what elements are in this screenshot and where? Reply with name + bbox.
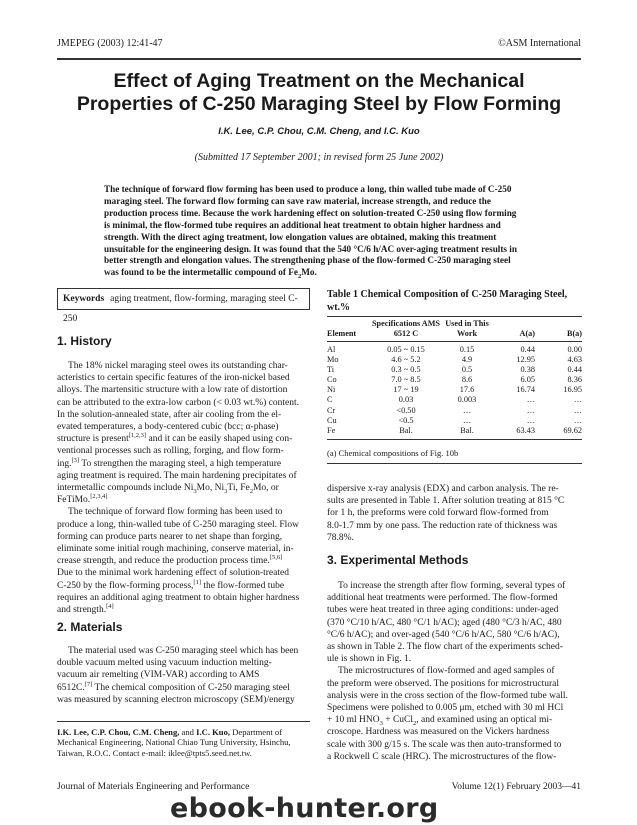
watermark: ebook-hunter.org xyxy=(170,793,439,824)
table-row: Al 0.05 ~ 0.15 0.15 0.44 0.00 xyxy=(327,345,582,354)
keywords-text: aging treatment, flow-forming, maraging steel C-250 xyxy=(63,294,298,324)
history-text: The 18% nickel maraging steel owes its outstanding char- acteristics to certain specific features of the iron-nickel based alloys. The martensitic structure with a low rate of distortion can be attributed to the extra-low carbon (< 0.03 wt.%) content. In the solution-annealed state, after air cooling from the el- evated temperatures, a body-centered cubic (bcc; α-phase) structure is present[1,2,3] and it can be easily shaped using con- ventional processes such as rolling, forging, and flow form- ing.[3] To strengthen the maraging steel, a high temperature aging treatment is required. The main hardening precipitates of intermetallic compounds include $Ni_3Mo$, $Ni_3Ti$, $Fe_2Mo$, or FeTiMo.[2,3,4] The technique of forward flow forming has been used to produce a long, thin-walled tube of C-250 maraging steel. Flow forming can produce parts nearer to net shape than forging, eliminate some initial rough machining, conserve material, in- crease strength, and reduce the production process time.[5,6] Due to the minimal work hardening effect of solution-treated C-250 by the flow-forming process,[1] the flow-formed tube requires an additional aging treatment to obtain higher hardness and strength.[4] xyxy=(57,361,300,616)
keywords-label: Keywords xyxy=(63,294,105,304)
section-heading-methods: 3. Experimental Methods xyxy=(327,553,469,567)
table-title: Table 1 Chemical Composition of C-250 Maraging Steel, wt.% xyxy=(327,289,568,313)
submission-dates: (Submitted 17 September 2001; in revised form 25 June 2002) xyxy=(194,152,444,163)
methods-text: To increase the strength after flow forming, several types of additional heat treatments were performed. The flow-formed tubes were heat treated in three aging conditions: under-aged (370 °C/10 h/AC, 480 °C/1 h/AC); aged (480 °C/3 h/AC, 480 °C/6 h/AC); and over-aged (540 °C/6 h/AC, 580 °C/6 h/AC), as shown in Table 2. The flow chart of the experiments sched- ule is shown in Fig. 1. The microstructures of flow-formed and aged samples of the preform were observed. The positions for microstructural analysis were in the cross section of the flow-formed tube wall. Specimens were polished to 0.005 μm, etched with 30 ml HCl + 10 ml $HNO_3$ + CuCl$_2$, and examined using an optical mi- croscope. Hardness was measured on the Vickers hardness scale with 300 g/15 s. The scale was then auto-transformed to a Rockwell C scale (HRC). The microstructures of the flow- xyxy=(327,581,568,762)
table-row: Ti 0.3 ~ 0.5 0.5 0.38 0.44 xyxy=(327,365,582,375)
table-end-rule xyxy=(327,463,582,464)
abstract: The technique of forward flow forming has been used to produce a long, thin walled tube made of C-250 maraging steel. The forward flow forming can save raw material, increase strength, and reduce the production process time. Because the work hardening effect on solution-treated C-250 using flow forming is minimal, the flow-formed tube requires an additional heat treatment to obtain higher hardness and strength. With the direct aging treatment, low elongation values are obtained, making this treatment unsuitable for the engineering design. It was found that the 540 °C/6 h/AC over-aging treatment results in better strength and elongation values. The strengthening phase of the flow-formed C-250 maraging steel was found to be the intermetallic compound of $Fe_2Mo$. xyxy=(104,184,517,281)
footer-journal: Journal of Materials Engineering and Performance xyxy=(57,782,250,792)
table-row: Ni 17 ~ 19 17.6 16.74 16.95 xyxy=(327,385,582,395)
materials-continued-text: dispersive x-ray analysis (EDX) and carbon analysis. The re- sults are presented in Table 1. After solution treating at 815 °C for 1 h, the preforms were cold forward flow-formed from 8.0-1.7 mm by one pass. The reduction rate of thickness was 78.8%. xyxy=(327,484,565,543)
keywords-box xyxy=(57,288,310,324)
table-footnote: (a) Chemical compositions of Fig. 10b xyxy=(327,448,459,458)
table-header: Specifications AMS 6512 C xyxy=(371,319,440,338)
affiliation-rule xyxy=(57,721,310,722)
section-heading-history: 1. History xyxy=(57,334,112,348)
table-header: Used in This Work xyxy=(445,319,489,338)
table-header: A(a) xyxy=(519,329,535,338)
table-row: C 0.03 0.003 … … xyxy=(327,395,582,405)
table-row: Cr <0.50 … … … xyxy=(327,405,582,415)
journal-reference: JMEPEG (2003) 12:41-47 xyxy=(57,38,163,49)
table-header: B(a) xyxy=(566,329,582,338)
authors: I.K. Lee, C.P. Chou, C.M. Cheng, and I.C. Kuo xyxy=(218,126,420,137)
author-affiliation: I.K. Lee, C.P. Chou, C.M. Cheng, and I.C. Kuo, Department of Mechanical Engineering, National Chiao Tung University, Hsinchu, Taiwan, R.O.C. Contact e-mail: iklee@tpts5.seed.net.tw. xyxy=(57,727,291,758)
header-rule xyxy=(57,58,581,60)
table-row: Cu <0.5 … … … xyxy=(327,415,582,425)
materials-text: The material used was C-250 maraging steel which has been double vacuum melted using vacuum induction melting- vacuum air remelting (VIM-VAR) according to AMS 6512C.[7] The chemical composition of C-250 maraging steel was measured by scanning electron microscopy (SEM)/energy xyxy=(57,646,299,705)
footer-volume: Volume 12(1) February 2003—41 xyxy=(451,782,581,792)
table-row: Fe Bal. Bal. 63.43 69.62 xyxy=(327,426,582,440)
composition-table xyxy=(327,316,582,440)
table-row: Mo 4.6 ~ 5.2 4.9 12.95 4.63 xyxy=(327,355,582,365)
article-title: Effect of Aging Treatment on the Mechanical Properties of C-250 Maraging Steel by Flow Forming xyxy=(76,70,562,115)
table-header: Element xyxy=(327,329,357,338)
publisher: ©ASM International xyxy=(498,38,581,49)
table-row: Co 7.0 ~ 8.5 8.6 6.05 8.36 xyxy=(327,375,582,385)
section-heading-materials: 2. Materials xyxy=(57,620,123,634)
